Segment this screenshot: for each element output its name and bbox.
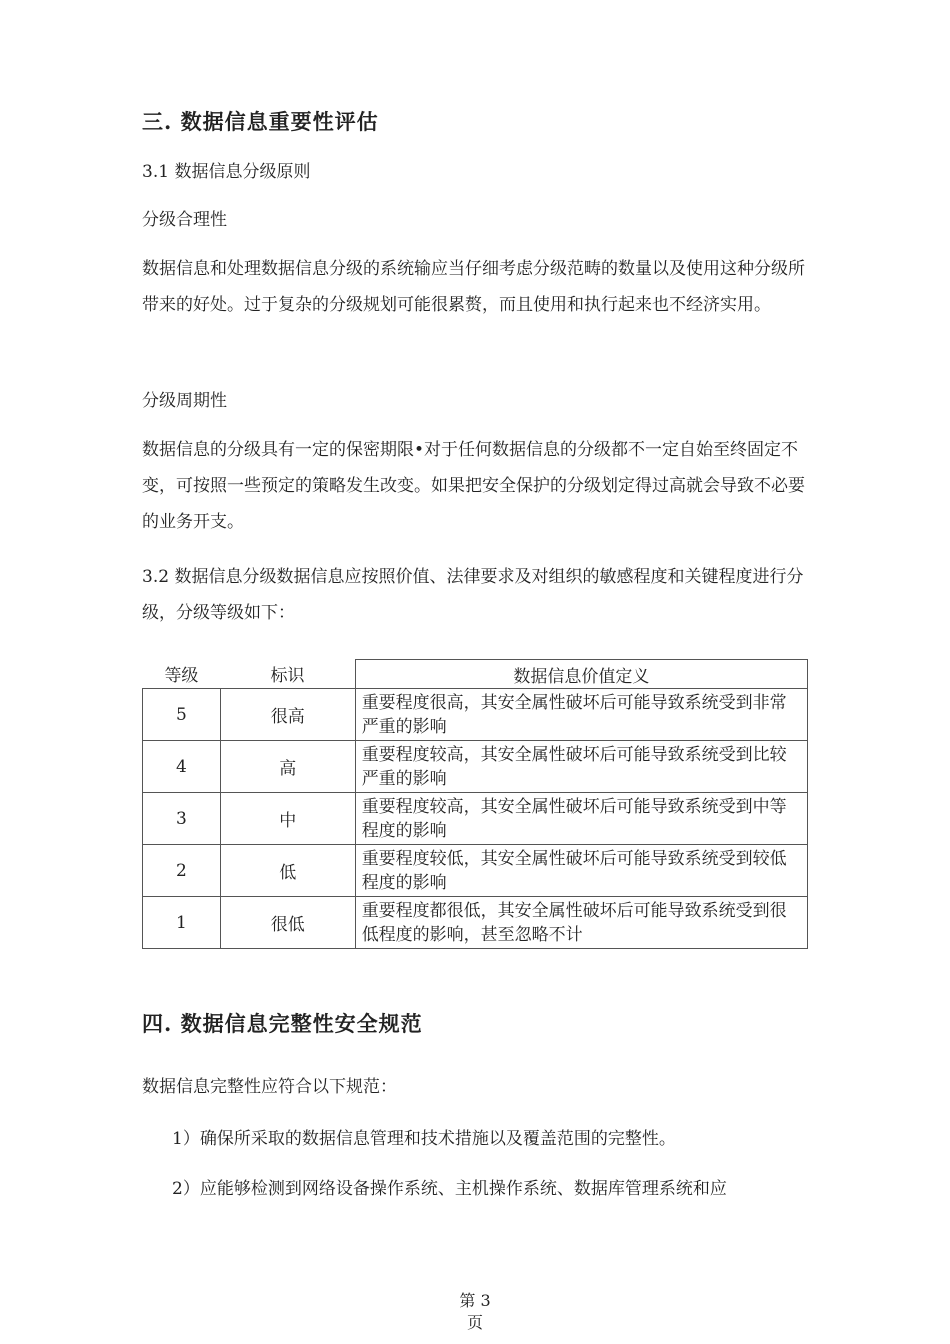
- header-definition: 数据信息价值定义: [355, 660, 807, 689]
- table-row: [143, 689, 808, 741]
- level-cell: 2: [143, 845, 221, 897]
- definition-cell: 重要程度较低，其安全属性破坏后可能导致系统受到较低程度的影响: [355, 845, 807, 897]
- level-cell: 4: [143, 741, 221, 793]
- header-mark: 标识: [220, 660, 355, 689]
- level-cell: 3: [143, 793, 221, 845]
- section-3-title: 三. 数据信息重要性评估: [142, 109, 379, 134]
- grade-table: [142, 659, 808, 949]
- definition-cell: 重要程度较高，其安全属性破坏后可能导致系统受到比较严重的影响: [355, 741, 807, 793]
- definition-cell: 重要程度较高，其安全属性破坏后可能导致系统受到中等程度的影响: [355, 793, 807, 845]
- mark-cell: 很高: [220, 689, 355, 741]
- spec-item-1: 1）确保所采取的数据信息管理和技术措施以及覆盖范围的完整性。: [172, 1129, 676, 1149]
- period-heading: 分级周期性: [142, 391, 227, 411]
- section-4-intro: 数据信息完整性应符合以下规范：: [142, 1077, 397, 1097]
- mark-cell: 高: [220, 741, 355, 793]
- table-row: [143, 897, 808, 949]
- table-row: [143, 845, 808, 897]
- section-4-title: 四. 数据信息完整性安全规范: [142, 1011, 423, 1036]
- header-level: 等级: [143, 660, 221, 689]
- definition-cell: 重要程度都很低，其安全属性破坏后可能导致系统受到很低程度的影响，甚至忽略不计: [355, 897, 807, 949]
- period-paragraph: 数据信息的分级具有一定的保密期限•对于任何数据信息的分级都不一定自始至终固定不变，可按照一些预定的策略发生改变。如果把安全保护的分级划定得过高就会导致不必要的业务开支。: [142, 440, 805, 532]
- page-number-line-2: 页: [466, 1313, 483, 1332]
- page-number: [0, 1290, 950, 1334]
- subsection-3-2-paragraph: 3.2 数据信息分级数据信息应按照价值、法律要求及对组织的敏感程度和关键程度进行分级，分级等级如下：: [142, 567, 804, 623]
- level-cell: 5: [143, 689, 221, 741]
- subsection-3-1-title: 3.1 数据信息分级原则: [142, 162, 311, 182]
- reasonable-heading: 分级合理性: [142, 210, 227, 230]
- grade-table-header-row: [143, 660, 808, 689]
- page-number-line-1: 第 3: [459, 1291, 491, 1310]
- table-row: [143, 793, 808, 845]
- definition-cell: 重要程度很高，其安全属性破坏后可能导致系统受到非常严重的影响: [355, 689, 807, 741]
- reasonable-paragraph: 数据信息和处理数据信息分级的系统输应当仔细考虑分级范畴的数量以及使用这种分级所带来的好处。过于复杂的分级规划可能很累赘，而且使用和执行起来也不经济实用。: [142, 259, 805, 315]
- spec-item-2: 2）应能够检测到网络设备操作系统、主机操作系统、数据库管理系统和应: [172, 1179, 727, 1199]
- mark-cell: 中: [220, 793, 355, 845]
- mark-cell: 很低: [220, 897, 355, 949]
- mark-cell: 低: [220, 845, 355, 897]
- level-cell: 1: [143, 897, 221, 949]
- table-row: [143, 741, 808, 793]
